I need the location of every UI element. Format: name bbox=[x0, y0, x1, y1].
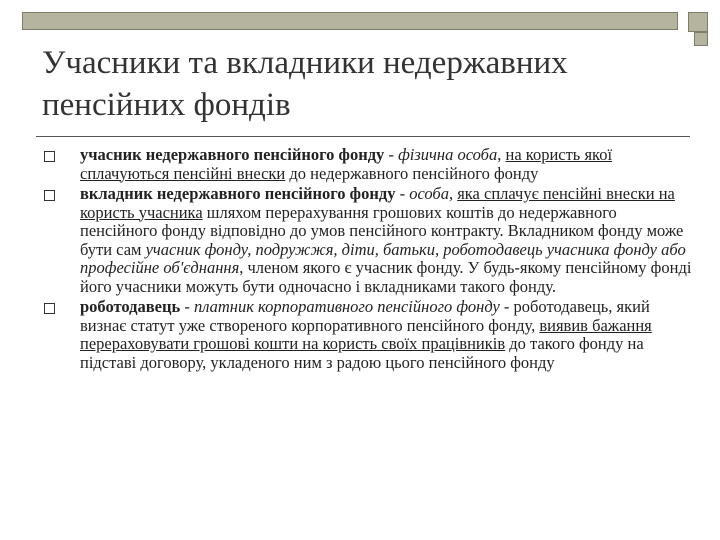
square-bullet-icon bbox=[44, 303, 55, 314]
square-bullet-icon bbox=[44, 190, 55, 201]
list-item bbox=[44, 146, 692, 183]
underlined-text: виявив бажання перераховувати грошові кошти на користь своїх працівників bbox=[80, 315, 652, 353]
italic-text: платник корпоративного пенсійного фонду bbox=[193, 297, 500, 316]
bullet-list bbox=[44, 146, 692, 374]
separator: - bbox=[395, 184, 410, 203]
title-divider bbox=[36, 136, 690, 137]
term-participant: учасник недержавного пенсійного фонду bbox=[80, 145, 385, 164]
underlined-text: яка сплачує пенсійні внески на користь учасника bbox=[80, 184, 675, 222]
header-decoration-bar bbox=[22, 12, 678, 30]
separator: - bbox=[384, 145, 399, 164]
corner-decoration-square-small bbox=[694, 32, 708, 46]
underlined-text: на користь якої сплачуються пенсійні внески bbox=[80, 145, 613, 183]
italic-text: особа bbox=[409, 184, 449, 203]
body-text: шляхом перерахування грошових коштів до недержавного пенсійного фонду відповідно до умов пенсійного контракту. Вкладником фонду може бути сам bbox=[80, 202, 684, 259]
italic-text: фізична особа bbox=[398, 145, 498, 164]
list-item bbox=[44, 185, 692, 296]
slide-title: Учасники та вкладники недержавних пенсійних фондів bbox=[42, 45, 568, 123]
comma: , bbox=[497, 145, 506, 164]
italic-text: учасник фонду, подружжя, діти, батьки, роботодавець учасника фонду або професійне об'єднання bbox=[80, 239, 686, 277]
separator: - bbox=[180, 297, 194, 316]
comma: , bbox=[448, 184, 458, 203]
corner-decoration-square bbox=[688, 12, 708, 32]
term-contributor: вкладник недержавного пенсійного фонду bbox=[80, 184, 396, 203]
body-text: - роботодавець, який визнає статут уже створеного корпоративного пенсійного фонду, bbox=[80, 297, 650, 335]
body-text: до недержавного пенсійного фонду bbox=[285, 163, 539, 183]
term-employer: роботодавець bbox=[80, 297, 181, 316]
list-item bbox=[44, 298, 692, 372]
body-text: до такого фонду на підставі договору, укладеного ним з радою цього пенсійного фонду bbox=[80, 334, 644, 372]
body-text: , членом якого є учасник фонду. У будь-якому пенсійному фонді його учасники можуть бути одночасно і вкладниками такого фонду. bbox=[80, 258, 692, 296]
square-bullet-icon bbox=[44, 151, 55, 162]
